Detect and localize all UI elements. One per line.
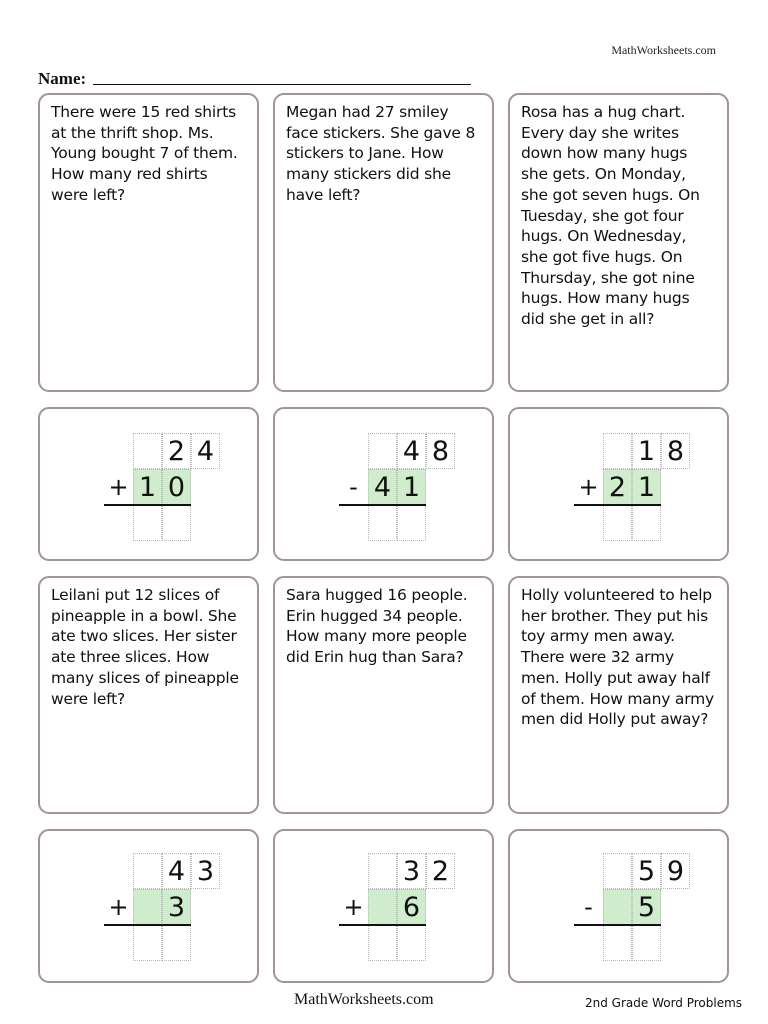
- answer-cell[interactable]: [603, 925, 632, 961]
- equation-grid: [104, 853, 220, 961]
- place-spacer: [426, 889, 455, 925]
- answer-cell[interactable]: [368, 505, 397, 541]
- digit-cell: 4: [191, 433, 220, 469]
- operator: +: [108, 473, 129, 501]
- sum-line: [339, 504, 426, 506]
- operator: -: [349, 473, 358, 501]
- addend-cell: 6: [397, 889, 426, 925]
- digit-cell: 9: [661, 853, 690, 889]
- digit-cell: 8: [426, 433, 455, 469]
- place-spacer: [191, 889, 220, 925]
- word-problem-text: There were 15 red shirts at the thrift shop. Ms. Young bought 7 of them. How many red shirts were left?: [51, 103, 238, 204]
- word-problem-text: Megan had 27 smiley face stickers. She gave 8 stickers to Jane. How many stickers did she have left?: [286, 103, 476, 204]
- site-header: MathWorksheets.com: [611, 43, 716, 57]
- place-spacer: [426, 925, 455, 961]
- place-spacer: [661, 469, 690, 505]
- place-spacer: [104, 925, 133, 961]
- name-field[interactable]: [93, 84, 471, 85]
- word-problem-text: Sara hugged 16 people. Erin hugged 34 people. How many more people did Erin hug than Sara?: [286, 586, 468, 667]
- place-spacer: [191, 505, 220, 541]
- sum-line: [339, 924, 426, 926]
- place-spacer: [339, 925, 368, 961]
- word-problem-card: [38, 93, 259, 392]
- equation-card: [38, 829, 259, 983]
- digit-cell: 1: [632, 433, 661, 469]
- place-spacer: [661, 889, 690, 925]
- place-spacer: [104, 433, 133, 469]
- sum-line: [104, 924, 191, 926]
- answer-cell[interactable]: [162, 505, 191, 541]
- answer-cell[interactable]: [162, 925, 191, 961]
- equation-card: [273, 407, 494, 561]
- addend-cell: 0: [162, 469, 191, 505]
- equation-card: [508, 829, 729, 983]
- word-problem-card: [273, 93, 494, 392]
- digit-cell: 8: [661, 433, 690, 469]
- place-spacer: [574, 925, 603, 961]
- word-problem-card: [38, 576, 259, 814]
- word-problem-card: [508, 576, 729, 814]
- addend-cell: 1: [632, 469, 661, 505]
- addend-cell: 1: [397, 469, 426, 505]
- answer-cell[interactable]: [632, 505, 661, 541]
- digit-cell: [133, 433, 162, 469]
- digit-cell: 4: [397, 433, 426, 469]
- word-problem-card: [273, 576, 494, 814]
- answer-cell[interactable]: [397, 505, 426, 541]
- equation-card: [273, 829, 494, 983]
- digit-cell: 2: [426, 853, 455, 889]
- word-problem-text: Leilani put 12 slices of pineapple in a bowl. She ate two slices. Her sister ate three slices. How many slices of pineapple were left?: [51, 586, 239, 708]
- digit-cell: 5: [632, 853, 661, 889]
- operator: +: [343, 893, 364, 921]
- name-label: Name:: [38, 69, 87, 88]
- sum-line: [574, 924, 661, 926]
- addend-cell: [133, 889, 162, 925]
- digit-cell: 2: [162, 433, 191, 469]
- place-spacer: [574, 433, 603, 469]
- place-spacer: [191, 469, 220, 505]
- place-spacer: [339, 505, 368, 541]
- sum-line: [104, 504, 191, 506]
- addend-cell: [603, 889, 632, 925]
- place-spacer: [574, 853, 603, 889]
- answer-cell[interactable]: [368, 925, 397, 961]
- digit-cell: [368, 853, 397, 889]
- operator: +: [578, 473, 599, 501]
- place-spacer: [104, 853, 133, 889]
- equation-card: [38, 407, 259, 561]
- footer-site: MathWorksheets.com: [294, 991, 434, 1008]
- footer-title: 2nd Grade Word Problems: [585, 996, 743, 1010]
- digit-cell: 4: [162, 853, 191, 889]
- place-spacer: [661, 505, 690, 541]
- digit-cell: [368, 433, 397, 469]
- digit-cell: [133, 853, 162, 889]
- operator: +: [108, 893, 129, 921]
- answer-cell[interactable]: [603, 505, 632, 541]
- equation-grid: [574, 853, 690, 961]
- answer-cell[interactable]: [133, 925, 162, 961]
- equation-card: [508, 407, 729, 561]
- equation-grid: [339, 433, 455, 541]
- place-spacer: [661, 925, 690, 961]
- word-problem-card: [508, 93, 729, 392]
- operator: -: [584, 893, 593, 921]
- answer-cell[interactable]: [397, 925, 426, 961]
- word-problem-text: Rosa has a hug chart. Every day she writes down how many hugs she gets. On Monday, she got seven hugs. On Tuesday, she got four hugs. On Wednesday, she got five hugs. On Thursday, she got nine hugs. How many hugs did she get in all?: [521, 103, 700, 329]
- addend-cell: 4: [368, 469, 397, 505]
- addend-cell: 3: [162, 889, 191, 925]
- place-spacer: [339, 433, 368, 469]
- place-spacer: [426, 469, 455, 505]
- digit-cell: [603, 853, 632, 889]
- word-problem-text: Holly volunteered to help her brother. They put his toy army men away. There were 32 army men. Holly put away half of them. How many army men did Holly put away?: [521, 586, 714, 729]
- place-spacer: [574, 505, 603, 541]
- place-spacer: [191, 925, 220, 961]
- digit-cell: 3: [191, 853, 220, 889]
- addend-cell: 5: [632, 889, 661, 925]
- place-spacer: [426, 505, 455, 541]
- answer-cell[interactable]: [133, 505, 162, 541]
- digit-cell: 3: [397, 853, 426, 889]
- sum-line: [574, 504, 661, 506]
- digit-cell: [603, 433, 632, 469]
- addend-cell: 1: [133, 469, 162, 505]
- addend-cell: 2: [603, 469, 632, 505]
- equation-grid: [104, 433, 220, 541]
- place-spacer: [339, 853, 368, 889]
- place-spacer: [104, 505, 133, 541]
- equation-grid: [574, 433, 690, 541]
- addend-cell: [368, 889, 397, 925]
- answer-cell[interactable]: [632, 925, 661, 961]
- equation-grid: [339, 853, 455, 961]
